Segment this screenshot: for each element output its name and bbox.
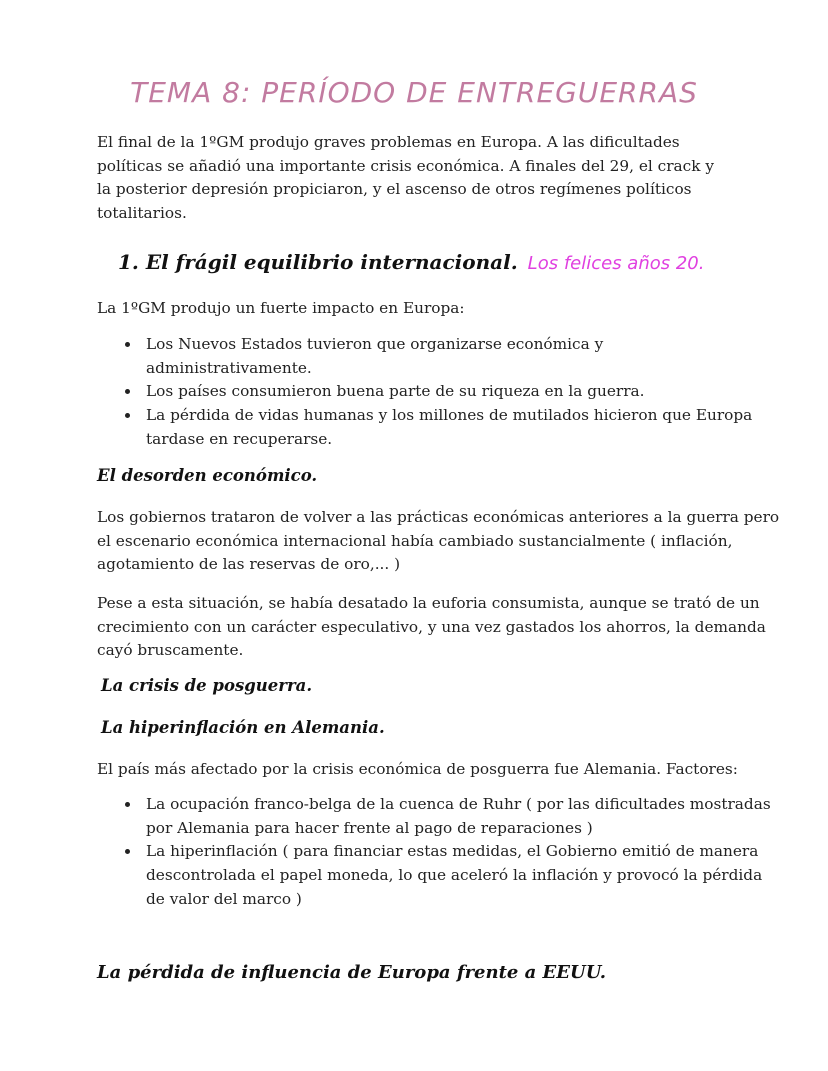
subheading-crisis: La crisis de posguerra. xyxy=(101,676,313,695)
text-line: agotamiento de las reservas de oro,... ) xyxy=(97,555,401,574)
subheading-hiperinflacion: La hiperinflación en Alemania. xyxy=(101,718,385,737)
bullet-icon xyxy=(125,802,130,807)
text-line: descontrolada el papel moneda, lo que aceleró la inflación y provocó la pérdida xyxy=(146,866,763,885)
section-subtitle: Los felices años 20. xyxy=(527,253,705,274)
subheading-influencia: La pérdida de influencia de Europa frente a EEUU. xyxy=(97,962,607,983)
text-line: La ocupación franco-belga de la cuenca de Ruhr ( por las dificultades mostradas xyxy=(146,795,771,813)
bullet-icon xyxy=(125,389,130,394)
bullet-icon xyxy=(125,413,130,418)
text-line: crecimiento con un carácter especulativo, y una vez gastados los ahorros, la demanda xyxy=(97,617,766,636)
text-line: El final de la 1ºGM produjo graves problemas en Europa. A las dificultades xyxy=(97,133,680,151)
text-line: cayó bruscamente. xyxy=(97,641,244,660)
text-line: la posterior depresión propiciaron, y el ascenso de otros regímenes políticos xyxy=(97,180,692,199)
section-heading xyxy=(118,250,704,274)
desorden-paragraph-1 xyxy=(97,506,779,577)
bullet-icon xyxy=(125,342,130,347)
text-line: de valor del marco ) xyxy=(146,889,302,908)
text-line: La pérdida de vidas humanas y los millones de mutilados hicieron que Europa xyxy=(146,406,753,425)
text-line: por Alemania para hacer frente al pago de reparaciones ) xyxy=(146,818,593,837)
list-item xyxy=(125,404,752,451)
text-line: La hiperinflación ( para financiar estas medidas, el Gobierno emitió de manera xyxy=(146,842,759,861)
list-item xyxy=(125,380,752,404)
text-line: totalitarios. xyxy=(97,204,187,223)
text-line: Pese a esta situación, se había desatado la euforia consumista, aunque se trató de un xyxy=(97,594,760,612)
hiper-list xyxy=(125,793,771,912)
intro-paragraph xyxy=(97,131,714,226)
hiper-intro: El país más afectado por la crisis económica de posguerra fue Alemania. Factores: xyxy=(97,760,738,778)
list-item xyxy=(125,793,771,840)
impact-intro: La 1ºGM produjo un fuerte impacto en Europa: xyxy=(97,299,465,317)
document-title: TEMA 8: PERÍODO DE ENTREGUERRAS xyxy=(130,76,698,109)
text-line: Los Nuevos Estados tuvieron que organizarse económica y xyxy=(146,335,604,353)
bullet-icon xyxy=(125,849,130,854)
text-line: políticas se añadió una importante crisis económica. A finales del 29, el crack y xyxy=(97,156,715,175)
text-line: tardase en recuperarse. xyxy=(146,429,333,448)
list-item xyxy=(125,840,771,911)
section-heading-text: 1. El frágil equilibrio internacional. xyxy=(118,250,518,274)
text-line: Los gobiernos trataron de volver a las prácticas económicas anteriores a la guerra pero xyxy=(97,508,780,526)
subheading-desorden: El desorden económico. xyxy=(97,466,318,485)
text-line: administrativamente. xyxy=(146,358,312,377)
list-item xyxy=(125,333,752,380)
text-line: el escenario económica internacional había cambiado sustancialmente ( inflación, xyxy=(97,531,733,550)
impact-list xyxy=(125,333,752,452)
desorden-paragraph-2 xyxy=(97,592,766,663)
text-line: Los países consumieron buena parte de su riqueza en la guerra. xyxy=(146,382,645,401)
